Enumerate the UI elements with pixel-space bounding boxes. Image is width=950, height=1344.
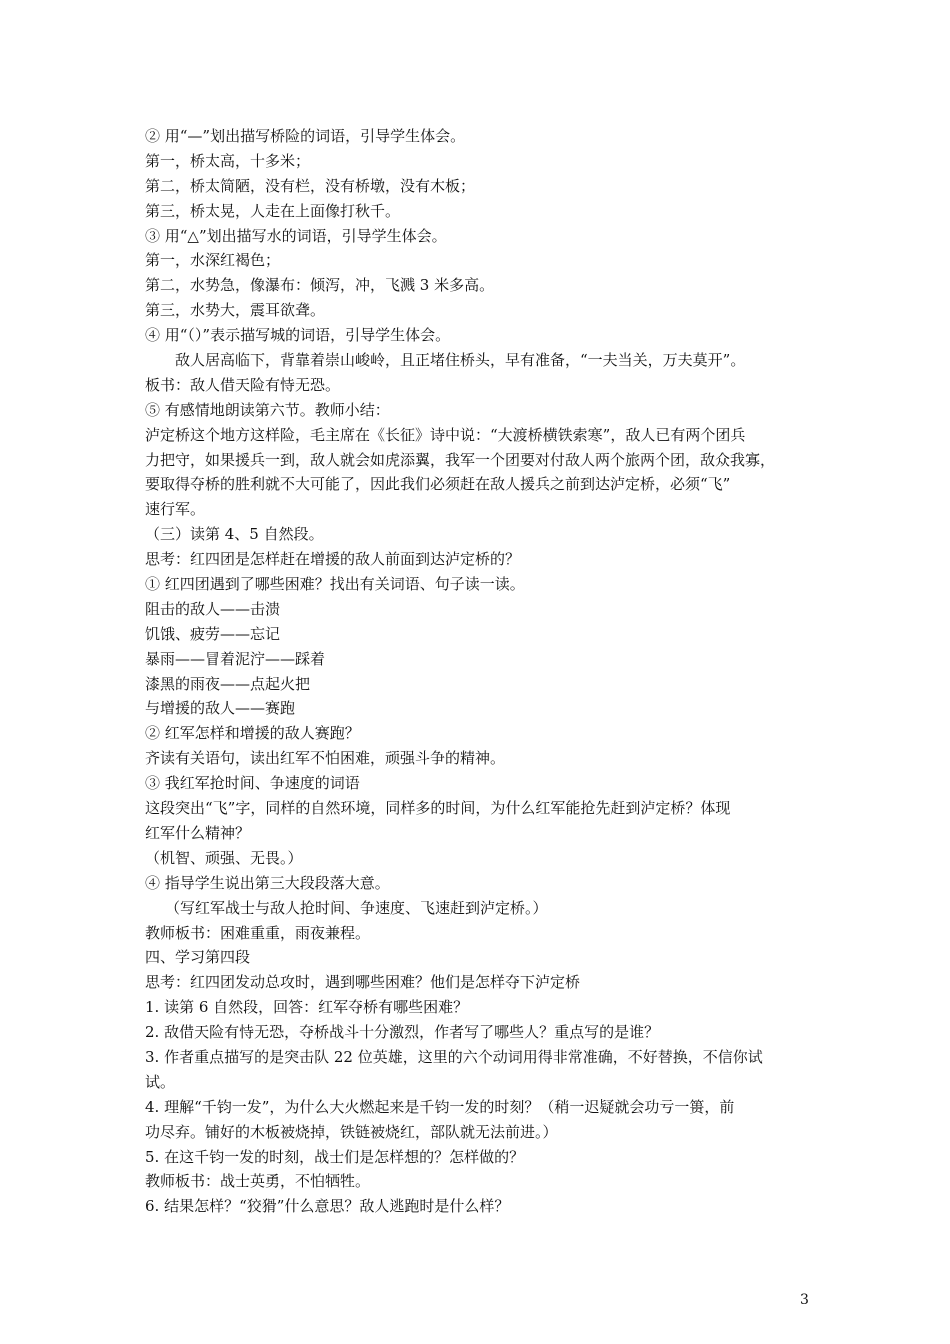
numbered-item: 4. 理解“千钧一发”，为什么大火燃起来是千钧一发的时刻？（稍一迟疑就会功亏一篑，前	[145, 1097, 735, 1116]
numbered-item: 5. 在这千钧一发的时刻，战士们是怎样想的？怎样做的？	[145, 1147, 525, 1166]
section-heading: （三）读第 4、5 自然段。	[145, 525, 324, 544]
text-line: 速行军。	[145, 500, 206, 519]
text-line-indented: 敌人居高临下，背靠着崇山峻岭，且正堵住桥头，早有准备，“一夫当关，万夫莫开”。	[175, 351, 746, 370]
text-line: ④ 指导学生说出第三大段段落大意。	[145, 873, 390, 892]
text-line: 试。	[145, 1072, 176, 1091]
text-line: ③ 用“△”划出描写水的词语，引导学生体会。	[145, 226, 447, 245]
text-line-indented: （写红军战士与敌人抢时间、争速度、飞速赶到泸定桥。）	[165, 898, 548, 917]
board-note: 教师板书：战士英勇，不怕牺牲。	[145, 1172, 371, 1191]
text-line: 第一，水深红褐色；	[145, 251, 281, 270]
numbered-item: 3. 作者重点描写的是突击队 22 位英雄，这里的六个动词用得非常准确，不好替换，不信你试	[145, 1047, 763, 1066]
text-line: 思考：红四团是怎样赶在增援的敌人前面到达泸定桥的？	[145, 550, 521, 569]
numbered-item: 1. 读第 6 自然段，回答：红军夺桥有哪些困难？	[145, 998, 469, 1017]
text-line: 阻击的敌人——击溃	[145, 599, 281, 618]
text-line: 第三，桥太晃，人走在上面像打秋千。	[145, 201, 401, 220]
text-line: ⑤ 有感情地朗读第六节。教师小结：	[145, 400, 390, 419]
text-line: 思考：红四团发动总攻时，遇到哪些困难？他们是怎样夺下泸定桥	[145, 973, 581, 992]
text-line: 泸定桥这个地方这样险，毛主席在《长征》诗中说：“大渡桥横铁索寒”，敌人已有两个团兵	[145, 425, 746, 444]
text-line: ② 用“—”划出描写桥险的词语，引导学生体会。	[145, 127, 466, 145]
text-line: ② 红军怎样和增援的敌人赛跑？	[145, 724, 360, 743]
text-line: 与增援的敌人——赛跑	[145, 699, 296, 718]
text-line: 功尽弃。铺好的木板被烧掉，铁链被烧红，部队就无法前进。）	[145, 1122, 558, 1141]
text-line: ① 红四团遇到了哪些困难？找出有关词语、句子读一读。	[145, 575, 525, 594]
text-line: ④ 用“（）”表示描写城的词语，引导学生体会。	[145, 326, 451, 345]
text-line: 第二，水势急，像瀑布：倾泻，冲，飞溅 3 米多高。	[145, 276, 495, 295]
page-number: 3	[800, 1292, 809, 1308]
text-line: 要取得夺桥的胜利就不大可能了，因此我们必须赶在敌人援兵之前到达泸定桥，必须“飞”	[145, 475, 731, 494]
numbered-item: 6. 结果怎样？“狡猾”什么意思？敌人逃跑时是什么样？	[145, 1197, 510, 1216]
text-line: ③ 我红军抢时间、争速度的词语	[145, 774, 360, 793]
text-line: （机智、顽强、无畏。）	[145, 848, 303, 867]
text-line: 漆黑的雨夜——点起火把	[145, 674, 311, 693]
text-line: 饥饿、疲劳——忘记	[145, 624, 281, 643]
text-line: 第二，桥太简陋，没有栏，没有桥墩，没有木板；	[145, 176, 476, 195]
text-line: 齐读有关语句，读出红军不怕困难，顽强斗争的精神。	[145, 749, 506, 768]
text-line: 红军什么精神？	[145, 823, 251, 842]
text-line: 力把守，如果援兵一到，敌人就会如虎添翼，我军一个团要对付敌人两个旅两个团，敌众我寡，	[145, 450, 776, 469]
text-line: 暴雨——冒着泥泞——踩着	[145, 649, 326, 668]
board-note: 教师板书：困难重重，雨夜兼程。	[145, 923, 371, 942]
numbered-item: 2. 敌借天险有恃无恐，夺桥战斗十分激烈，作者写了哪些人？重点写的是谁？	[145, 1023, 660, 1042]
text-line: 第一，桥太高，十多米；	[145, 151, 311, 170]
section-heading: 四、学习第四段	[145, 948, 251, 967]
text-line: 第三，水势大，震耳欲聋。	[145, 301, 326, 320]
document-body	[145, 124, 825, 1219]
board-note: 板书：敌人借天险有恃无恐。	[145, 375, 341, 394]
text-line: 这段突出“飞”字，同样的自然环境，同样多的时间，为什么红军能抢先赶到泸定桥？体现	[145, 799, 731, 818]
